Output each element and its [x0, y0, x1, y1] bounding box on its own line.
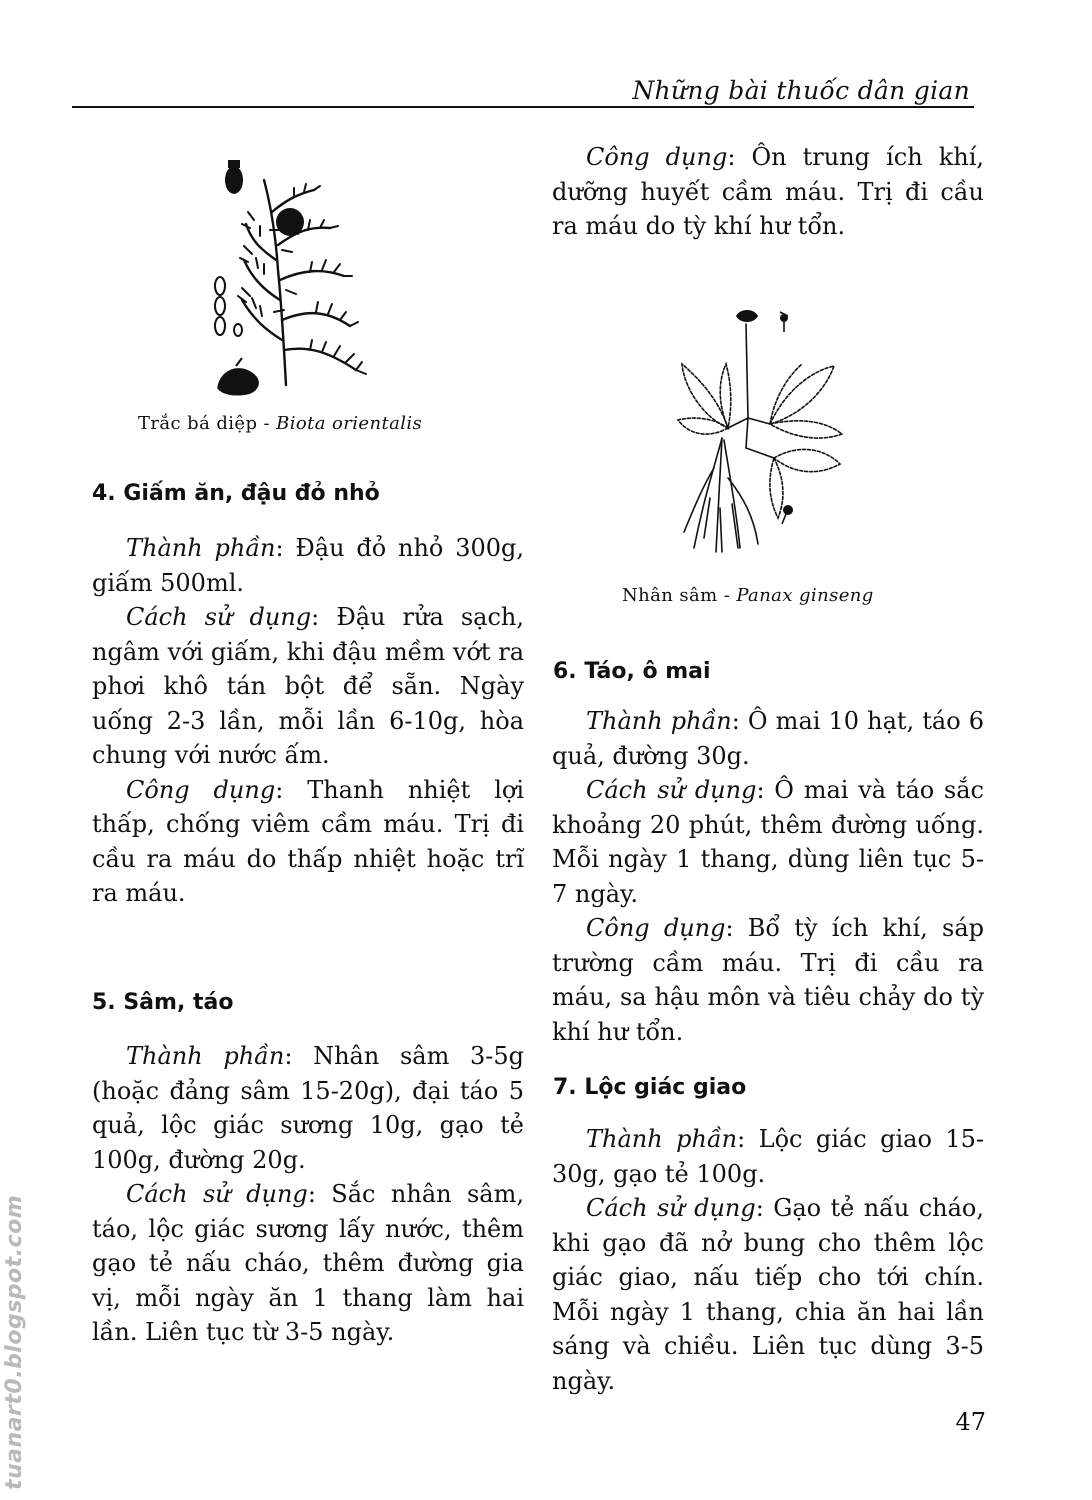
figure-caption-right — [622, 585, 874, 606]
watermark: tuanart0.blogspot.com — [2, 1194, 27, 1490]
paragraph — [92, 531, 524, 600]
paragraph-text: : Đậu rửa sạch, ngâm với giấm, khi đậu mềm vớt ra phơi khô tán bột để sẵn. Ngày uống 2-3 lần, mỗi lần 6-10g, hòa chung với nước ấm. — [92, 603, 525, 769]
paragraph-label: Thành phần — [586, 1125, 738, 1153]
section-5-body — [92, 1039, 524, 1350]
section-6-body — [552, 704, 984, 1049]
paragraph-label: Cách sử dụng — [126, 603, 312, 631]
running-header: Những bài thuốc dân gian — [632, 76, 970, 105]
paragraph — [552, 140, 984, 244]
paragraph-text: : Ô mai và táo sắc khoảng 20 phút, thêm đường uống. Mỗi ngày 1 thang, dùng liên tục 5-7 ngày. — [552, 776, 984, 908]
paragraph-text: : Ôn trung ích khí, dưỡng huyết cầm máu. Trị đi cầu ra máu do tỳ khí hư tổn. — [552, 143, 984, 240]
paragraph-text: : Lộc giác giao 15-30g, gạo tẻ 100g. — [552, 1125, 984, 1188]
paragraph-label: Thành phần — [126, 534, 276, 562]
paragraph — [92, 773, 524, 911]
paragraph-text: : Sắc nhân sâm, táo, lộc giác sương lấy nước, thêm gạo tẻ nấu cháo, thêm đường gia vị, mỗi ngày ăn 1 thang làm hai lần. Liên tục từ 3-5 ngày. — [92, 1180, 525, 1346]
paragraph-text: : Ô mai 10 hạt, táo 6 quả, đường 30g. — [552, 707, 984, 770]
paragraph — [552, 773, 984, 911]
paragraph — [92, 1039, 524, 1177]
panax-ginseng-illustration — [674, 308, 846, 563]
paragraph-label: Thành phần — [586, 707, 732, 735]
paragraph-label: Thành phần — [126, 1042, 285, 1070]
caption-common-name: Nhân sâm - — [622, 585, 737, 606]
header-rule — [72, 106, 974, 108]
biota-orientalis-illustration — [206, 150, 396, 400]
paragraph — [552, 911, 984, 1049]
paragraph — [92, 1177, 524, 1350]
figure-caption-left — [138, 413, 422, 434]
section-heading-6: 6. Táo, ô mai — [553, 659, 711, 684]
paragraph-text: : Bổ tỳ ích khí, sáp trường cầm máu. Trị đi cầu ra máu, sa hậu môn và tiêu chảy do tỳ khí hư tổn. — [552, 914, 984, 1046]
paragraph-label: Công dụng — [126, 775, 276, 804]
paragraph-text: : Đậu đỏ nhỏ 300g, giấm 500ml. — [92, 534, 524, 597]
paragraph-text: : Thanh nhiệt lợi thấp, chống viêm cầm máu. Trị đi cầu ra máu do thấp nhiệt hoặc trĩ ra máu. — [92, 775, 524, 907]
paragraph-label: Cách sử dụng — [586, 1194, 756, 1222]
section-4-body — [92, 531, 524, 911]
paragraph-label: Cách sử dụng — [126, 1180, 308, 1208]
paragraph — [552, 1122, 984, 1191]
section-heading-7: 7. Lộc giác giao — [553, 1075, 747, 1100]
paragraph-label: Công dụng — [586, 914, 726, 942]
paragraph-text: : Gạo tẻ nấu cháo, khi gạo đã nở bung cho thêm lộc giác giao, nấu tiếp cho tới chín. Mỗi ngày 1 thang, chia ăn hai lần sáng và chiều. Liên tục dùng 3-5 ngày. — [552, 1194, 984, 1395]
paragraph-label: Cách sử dụng — [586, 776, 757, 804]
caption-scientific-name: Biota orientalis — [276, 413, 423, 434]
paragraph — [552, 1191, 984, 1398]
paragraph — [92, 600, 524, 773]
section-5-continued — [552, 140, 984, 244]
caption-common-name: Trắc bá diệp - — [138, 413, 277, 434]
section-heading-4: 4. Giấm ăn, đậu đỏ nhỏ — [92, 481, 380, 506]
paragraph-label: Công dụng — [586, 143, 728, 171]
section-7-body — [552, 1122, 984, 1398]
section-heading-5: 5. Sâm, táo — [92, 990, 234, 1015]
caption-scientific-name: Panax ginseng — [736, 585, 874, 606]
paragraph-text: : Nhân sâm 3-5g (hoặc đảng sâm 15-20g), đại táo 5 quả, lộc giác sương 10g, gạo tẻ 100g, đường 20g. — [92, 1042, 524, 1174]
paragraph — [552, 704, 984, 773]
page-number: 47 — [955, 1408, 986, 1436]
